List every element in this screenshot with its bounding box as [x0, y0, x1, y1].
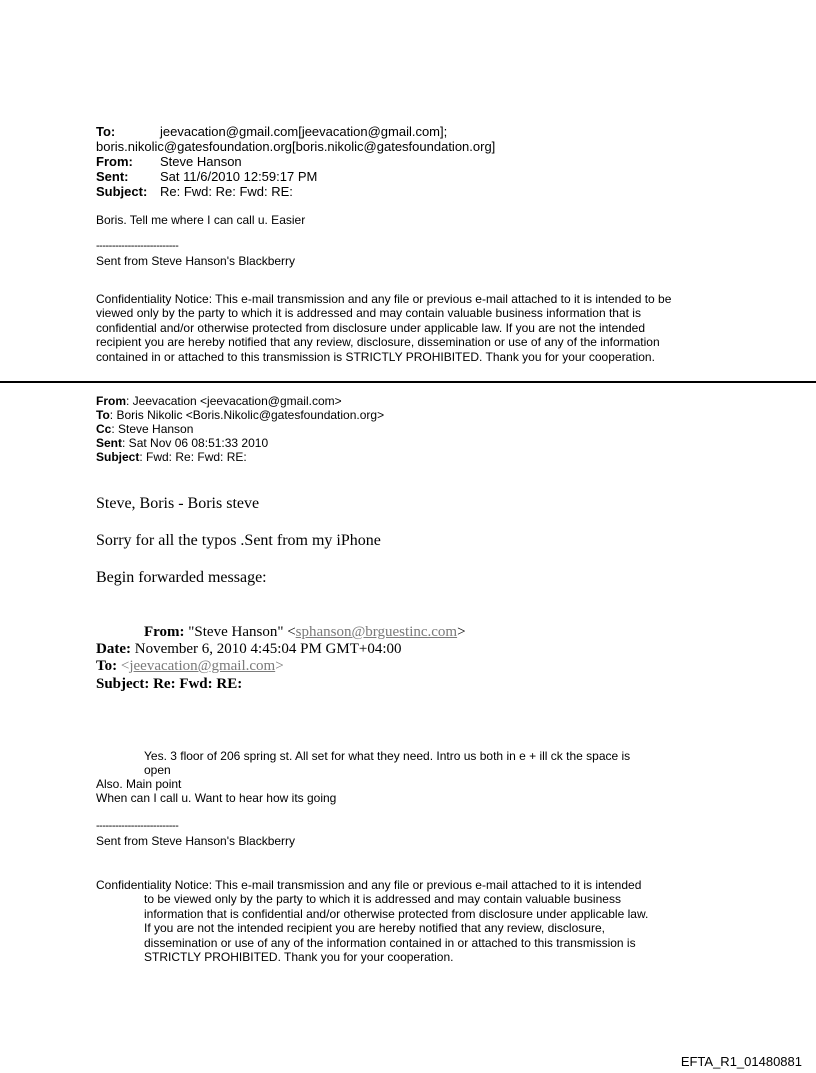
confidentiality-line: recipient you are hereby notified that any review, disclosure, dissemination or use of any of the information — [96, 335, 660, 350]
second-from-label: From — [96, 394, 126, 408]
header-to-row — [96, 124, 447, 139]
signature: Sent from Steve Hanson's Blackberry — [96, 254, 296, 268]
confidentiality-line: dissemination or use of any of the information contained in or attached to this transmission is — [144, 935, 636, 950]
email-body: Boris. Tell me where I can call u. Easier — [96, 213, 306, 227]
from-value: Steve Hanson — [160, 154, 242, 169]
fwd-to-email-link[interactable]: jeevacation@gmail.com — [129, 658, 276, 674]
fwd-body-line: open — [144, 763, 171, 777]
document-id: EFTA_R1_01480881 — [680, 1054, 802, 1069]
second-body-line: Steve, Boris - Boris steve — [96, 495, 260, 512]
fwd-body-line: When can I call u. Want to hear how its going — [96, 791, 337, 805]
fwd-from-row — [144, 623, 466, 641]
fwd-date-row — [96, 640, 402, 658]
second-cc-row — [96, 422, 193, 436]
fwd-signature: Sent from Steve Hanson's Blackberry — [96, 834, 296, 848]
second-body-line: Sorry for all the typos .Sent from my iPhone — [96, 532, 381, 549]
second-cc-value: : Steve Hanson — [111, 422, 194, 436]
sent-value: Sat 11/6/2010 12:59:17 PM — [160, 169, 318, 184]
fwd-body-line: Also. Main point — [96, 777, 182, 791]
fwd-body-line: Yes. 3 floor of 206 spring st. All set for what they need. Intro us both in e + ill ck the space is — [144, 749, 631, 763]
fwd-to-close: > — [275, 658, 284, 674]
fwd-confidentiality-notice — [96, 878, 648, 964]
fwd-subject-value: Re: Fwd: RE: — [153, 676, 243, 692]
confidentiality-line: Confidentiality Notice: This e-mail transmission and any file or previous e-mail attached to it is intended — [96, 878, 642, 892]
confidentiality-notice — [96, 292, 671, 364]
fwd-signature-divider: -------------------------- — [96, 820, 179, 832]
second-sent-value: : Sat Nov 06 08:51:33 2010 — [122, 436, 269, 450]
second-subject-value: : Fwd: Re: Fwd: RE: — [139, 450, 247, 464]
confidentiality-line: If you are not the intended recipient you are hereby notified that any review, disclosure, — [144, 921, 605, 936]
fwd-from-close: > — [457, 624, 466, 640]
confidentiality-line: information that is confidential and/or otherwise protected from disclosure under applicable law. — [144, 906, 649, 921]
signature-divider: -------------------------- — [96, 240, 179, 252]
fwd-to-row — [96, 657, 284, 675]
subject-label: Subject: — [96, 184, 148, 199]
fwd-date-value: November 6, 2010 4:45:04 PM GMT+04:00 — [134, 641, 402, 657]
header-sent-row — [96, 169, 317, 184]
fwd-subject-label: Subject: — [96, 676, 150, 692]
second-body-line: Begin forwarded message: — [96, 569, 267, 586]
section-divider — [0, 381, 816, 383]
confidentiality-line: to be viewed only by the party to which it is addressed and may contain valuable business — [144, 892, 621, 907]
fwd-subject-row — [96, 675, 242, 693]
second-to-row — [96, 408, 384, 422]
to-label: To: — [96, 124, 116, 139]
second-to-label: To — [96, 408, 110, 422]
second-subject-label: Subject — [96, 450, 140, 464]
from-label: From: — [96, 154, 133, 169]
confidentiality-line: confidential and/or otherwise protected from disclosure under applicable law. If you are not the intended — [96, 320, 645, 335]
fwd-to-label: To: — [96, 658, 118, 674]
fwd-from-label: From: — [144, 624, 185, 640]
sent-label: Sent: — [96, 169, 129, 184]
second-to-value: : Boris Nikolic <Boris.Nikolic@gatesfoundation.org> — [109, 408, 385, 422]
confidentiality-line: Confidentiality Notice: This e-mail transmission and any file or previous e-mail attached to it is intended to be — [96, 292, 672, 306]
confidentiality-line: STRICTLY PROHIBITED. Thank you for your cooperation. — [144, 950, 454, 965]
second-subject-row — [96, 450, 247, 464]
confidentiality-line: contained in or attached to this transmission is STRICTLY PROHIBITED. Thank you for your cooperation. — [96, 349, 655, 364]
subject-value: Re: Fwd: Re: Fwd: RE: — [160, 184, 293, 199]
second-sent-label: Sent — [96, 436, 123, 450]
second-from-row — [96, 394, 342, 408]
fwd-from-name: "Steve Hanson" < — [188, 624, 296, 640]
second-sent-row — [96, 436, 268, 450]
to-value: jeevacation@gmail.com[jeevacation@gmail.com]; — [160, 124, 448, 139]
to-value-continued: boris.nikolic@gatesfoundation.org[boris.nikolic@gatesfoundation.org] — [96, 139, 496, 154]
header-subject-row — [96, 184, 293, 199]
second-cc-label: Cc — [96, 422, 112, 436]
fwd-to-open: < — [120, 658, 130, 674]
header-from-row — [96, 154, 242, 169]
second-from-value: : Jeevacation <jeevacation@gmail.com> — [126, 394, 342, 408]
fwd-from-email-link[interactable]: sphanson@brguestinc.com — [295, 624, 458, 640]
fwd-date-label: Date: — [96, 641, 131, 657]
confidentiality-line: viewed only by the party to which it is addressed and may contain valuable business information that is — [96, 306, 641, 321]
